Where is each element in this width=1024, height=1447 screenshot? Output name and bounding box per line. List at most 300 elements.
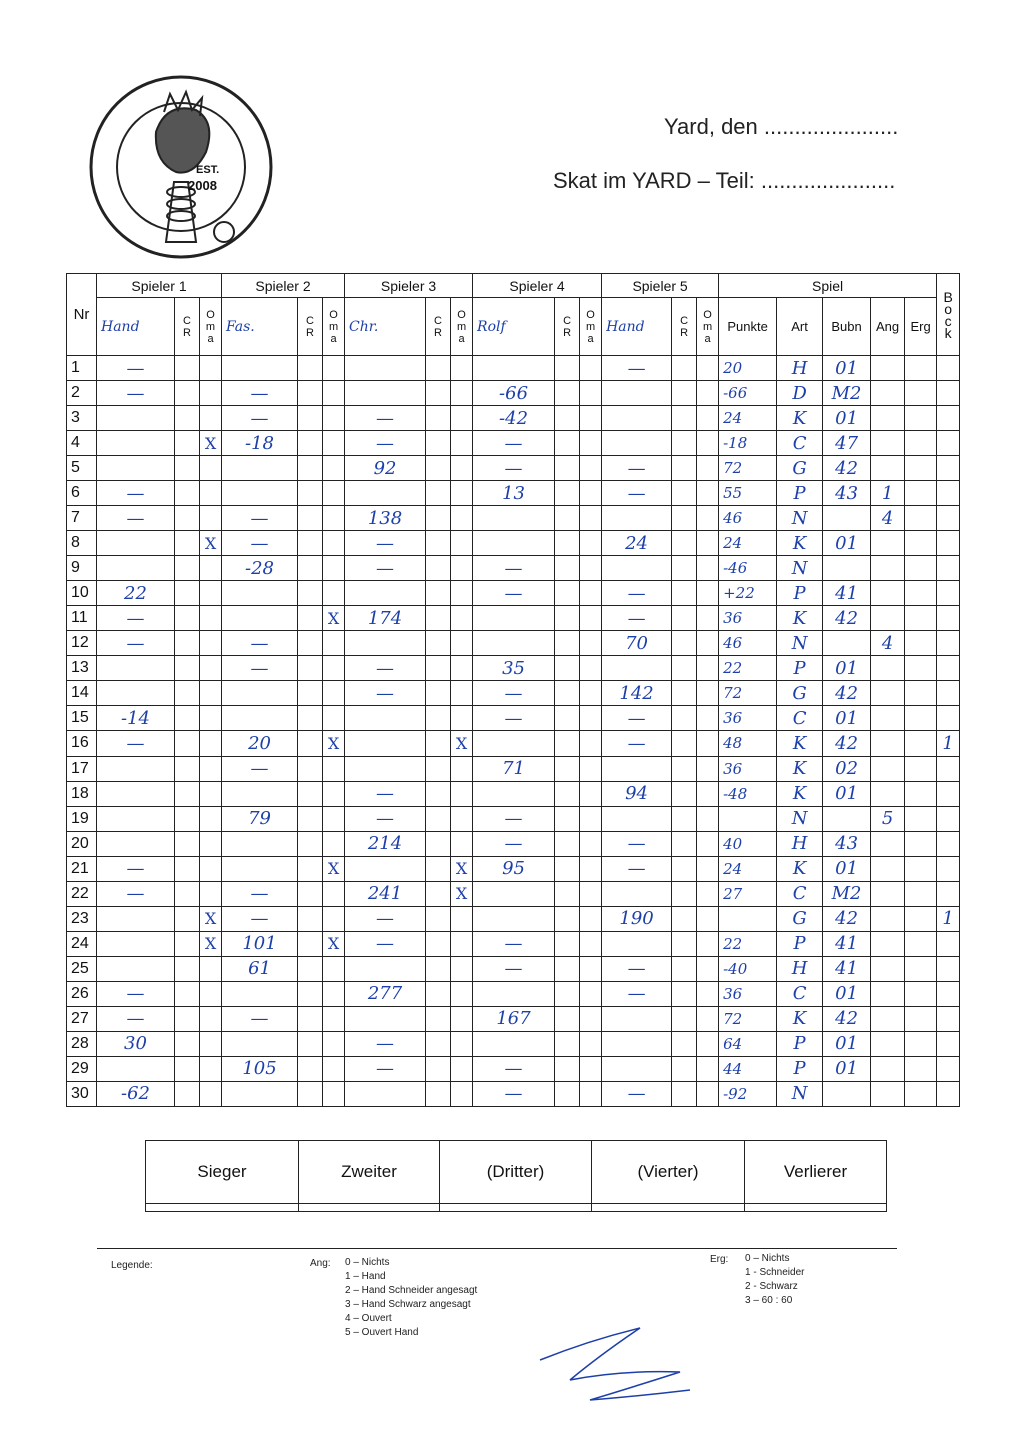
player-5-cr[interactable]	[672, 806, 697, 831]
art-cell[interactable]: N	[777, 806, 823, 831]
player-5-score[interactable]: —	[602, 456, 672, 481]
bock-cell[interactable]	[937, 556, 960, 581]
player-2-cr[interactable]	[298, 781, 323, 806]
punkte-cell[interactable]: 20	[719, 356, 777, 381]
punkte-cell[interactable]: +22	[719, 581, 777, 606]
ang-cell[interactable]	[871, 831, 905, 856]
ang-cell[interactable]	[871, 1056, 905, 1081]
player-2-cr[interactable]	[298, 606, 323, 631]
player-2-score[interactable]: —	[222, 506, 298, 531]
player-4-score[interactable]	[473, 781, 555, 806]
art-cell[interactable]: H	[777, 831, 823, 856]
player-4-score[interactable]: —	[473, 556, 555, 581]
player-5-oma[interactable]	[697, 631, 719, 656]
player-2-oma[interactable]	[323, 556, 345, 581]
player-2-score[interactable]	[222, 831, 298, 856]
ang-cell[interactable]: 4	[871, 631, 905, 656]
player-4-cr[interactable]	[555, 806, 580, 831]
player-2-oma[interactable]	[323, 906, 345, 931]
player-1-cr[interactable]	[175, 731, 200, 756]
player-5-oma[interactable]	[697, 931, 719, 956]
player-1-oma[interactable]	[200, 606, 222, 631]
bubn-cell[interactable]: 02	[823, 756, 871, 781]
player-1-score[interactable]	[97, 456, 175, 481]
bock-cell[interactable]	[937, 531, 960, 556]
player-4-score[interactable]: 35	[473, 656, 555, 681]
player-1-score[interactable]: —	[97, 356, 175, 381]
player-1-cr[interactable]	[175, 556, 200, 581]
player-5-score[interactable]: —	[602, 606, 672, 631]
bubn-cell[interactable]: 42	[823, 906, 871, 931]
player-2-cr[interactable]	[298, 981, 323, 1006]
player-3-oma[interactable]	[451, 806, 473, 831]
player-3-cr[interactable]	[426, 656, 451, 681]
bock-cell[interactable]	[937, 781, 960, 806]
player-2-oma[interactable]: X	[323, 931, 345, 956]
ang-cell[interactable]	[871, 431, 905, 456]
player-1-cr[interactable]	[175, 531, 200, 556]
player-5-score[interactable]	[602, 756, 672, 781]
punkte-cell[interactable]: 36	[719, 981, 777, 1006]
player-1-oma[interactable]	[200, 406, 222, 431]
player-3-oma[interactable]	[451, 431, 473, 456]
player-3-cr[interactable]	[426, 531, 451, 556]
player-5-cr[interactable]	[672, 981, 697, 1006]
art-cell[interactable]: G	[777, 906, 823, 931]
player-3-oma[interactable]	[451, 1031, 473, 1056]
player-2-oma[interactable]	[323, 756, 345, 781]
bock-cell[interactable]	[937, 706, 960, 731]
player-1-score[interactable]: —	[97, 881, 175, 906]
player-2-cr[interactable]	[298, 556, 323, 581]
player-1-oma[interactable]	[200, 481, 222, 506]
erg-cell[interactable]	[905, 381, 937, 406]
ang-cell[interactable]	[871, 856, 905, 881]
player-4-cr[interactable]	[555, 606, 580, 631]
player-3-score[interactable]	[345, 581, 426, 606]
bock-cell[interactable]	[937, 756, 960, 781]
bock-cell[interactable]	[937, 506, 960, 531]
player-2-cr[interactable]	[298, 956, 323, 981]
player-2-cr[interactable]	[298, 731, 323, 756]
bock-cell[interactable]	[937, 1056, 960, 1081]
player-4-score[interactable]: —	[473, 706, 555, 731]
player-2-score[interactable]	[222, 581, 298, 606]
player-1-score[interactable]: —	[97, 856, 175, 881]
player-4-score[interactable]: -42	[473, 406, 555, 431]
player-4-oma[interactable]	[580, 431, 602, 456]
player-2-cr[interactable]	[298, 406, 323, 431]
player-4-cr[interactable]	[555, 781, 580, 806]
punkte-cell[interactable]: 36	[719, 706, 777, 731]
player-2-score[interactable]: —	[222, 881, 298, 906]
erg-cell[interactable]	[905, 556, 937, 581]
player-2-oma[interactable]: X	[323, 606, 345, 631]
player-3-oma[interactable]	[451, 556, 473, 581]
erg-cell[interactable]	[905, 531, 937, 556]
player-3-score[interactable]	[345, 356, 426, 381]
player-3-oma[interactable]	[451, 681, 473, 706]
player-1-oma[interactable]	[200, 981, 222, 1006]
player-5-score[interactable]: —	[602, 581, 672, 606]
player-3-score[interactable]: —	[345, 906, 426, 931]
player-4-cr[interactable]	[555, 381, 580, 406]
player-5-cr[interactable]	[672, 406, 697, 431]
player-3-oma[interactable]	[451, 781, 473, 806]
art-cell[interactable]: K	[777, 731, 823, 756]
player-4-oma[interactable]	[580, 756, 602, 781]
player-4-score[interactable]	[473, 631, 555, 656]
player-1-oma[interactable]	[200, 556, 222, 581]
ang-cell[interactable]	[871, 756, 905, 781]
bock-cell[interactable]	[937, 356, 960, 381]
player-3-oma[interactable]: X	[451, 856, 473, 881]
player-1-cr[interactable]	[175, 456, 200, 481]
player-2-cr[interactable]	[298, 1056, 323, 1081]
player-2-cr[interactable]	[298, 631, 323, 656]
punkte-cell[interactable]: 27	[719, 881, 777, 906]
player-5-oma[interactable]	[697, 881, 719, 906]
player-1-cr[interactable]	[175, 631, 200, 656]
bubn-cell[interactable]: 43	[823, 831, 871, 856]
player-3-cr[interactable]	[426, 756, 451, 781]
player-3-score[interactable]: —	[345, 931, 426, 956]
player-2-score[interactable]: —	[222, 756, 298, 781]
ang-cell[interactable]	[871, 581, 905, 606]
bubn-cell[interactable]: M2	[823, 881, 871, 906]
player-1-cr[interactable]	[175, 756, 200, 781]
player-1-oma[interactable]	[200, 756, 222, 781]
erg-cell[interactable]	[905, 956, 937, 981]
player-1-cr[interactable]	[175, 856, 200, 881]
punkte-cell[interactable]: -46	[719, 556, 777, 581]
player-4-score[interactable]: —	[473, 1081, 555, 1106]
player-1-cr[interactable]	[175, 606, 200, 631]
bock-cell[interactable]: 1	[937, 731, 960, 756]
bock-cell[interactable]	[937, 406, 960, 431]
player-5-name[interactable]: Hand	[602, 298, 672, 356]
player-5-cr[interactable]	[672, 556, 697, 581]
art-cell[interactable]: K	[777, 756, 823, 781]
player-3-oma[interactable]	[451, 456, 473, 481]
player-3-oma[interactable]	[451, 906, 473, 931]
player-5-cr[interactable]	[672, 656, 697, 681]
player-1-cr[interactable]	[175, 406, 200, 431]
player-1-score[interactable]	[97, 781, 175, 806]
art-cell[interactable]: N	[777, 506, 823, 531]
player-1-score[interactable]: —	[97, 506, 175, 531]
player-4-cr[interactable]	[555, 881, 580, 906]
player-3-score[interactable]	[345, 481, 426, 506]
erg-cell[interactable]	[905, 481, 937, 506]
player-3-score[interactable]	[345, 1081, 426, 1106]
punkte-cell[interactable]: 22	[719, 931, 777, 956]
player-3-oma[interactable]	[451, 931, 473, 956]
player-3-score[interactable]: 174	[345, 606, 426, 631]
punkte-cell[interactable]: -40	[719, 956, 777, 981]
player-3-cr[interactable]	[426, 1081, 451, 1106]
player-2-name[interactable]: Fas.	[222, 298, 298, 356]
player-2-oma[interactable]	[323, 456, 345, 481]
player-5-oma[interactable]	[697, 656, 719, 681]
player-4-cr[interactable]	[555, 631, 580, 656]
player-2-score[interactable]: —	[222, 631, 298, 656]
player-5-score[interactable]: 94	[602, 781, 672, 806]
bock-cell[interactable]	[937, 881, 960, 906]
player-4-oma[interactable]	[580, 731, 602, 756]
player-4-cr[interactable]	[555, 756, 580, 781]
player-1-cr[interactable]	[175, 1006, 200, 1031]
player-3-cr[interactable]	[426, 956, 451, 981]
player-1-oma[interactable]	[200, 1031, 222, 1056]
player-1-score[interactable]: -14	[97, 706, 175, 731]
player-3-cr[interactable]	[426, 456, 451, 481]
bock-cell[interactable]	[937, 956, 960, 981]
player-4-score[interactable]: —	[473, 931, 555, 956]
player-1-score[interactable]: 22	[97, 581, 175, 606]
player-2-score[interactable]: —	[222, 1006, 298, 1031]
player-2-cr[interactable]	[298, 1031, 323, 1056]
player-3-cr[interactable]	[426, 556, 451, 581]
ang-cell[interactable]	[871, 356, 905, 381]
player-4-cr[interactable]	[555, 856, 580, 881]
player-2-score[interactable]	[222, 356, 298, 381]
erg-cell[interactable]	[905, 756, 937, 781]
player-3-oma[interactable]: X	[451, 731, 473, 756]
bubn-cell[interactable]: 01	[823, 781, 871, 806]
player-4-oma[interactable]	[580, 506, 602, 531]
player-3-cr[interactable]	[426, 406, 451, 431]
player-5-score[interactable]	[602, 1006, 672, 1031]
player-3-cr[interactable]	[426, 731, 451, 756]
player-5-score[interactable]: —	[602, 856, 672, 881]
player-1-cr[interactable]	[175, 956, 200, 981]
player-4-oma[interactable]	[580, 606, 602, 631]
player-2-cr[interactable]	[298, 1006, 323, 1031]
art-cell[interactable]: K	[777, 406, 823, 431]
player-1-oma[interactable]	[200, 1006, 222, 1031]
player-4-score[interactable]: —	[473, 1056, 555, 1081]
verlierer-cell[interactable]	[745, 1203, 887, 1211]
player-2-cr[interactable]	[298, 881, 323, 906]
player-3-oma[interactable]	[451, 481, 473, 506]
erg-cell[interactable]	[905, 506, 937, 531]
player-3-oma[interactable]	[451, 381, 473, 406]
punkte-cell[interactable]: -18	[719, 431, 777, 456]
player-5-score[interactable]: 190	[602, 906, 672, 931]
player-4-cr[interactable]	[555, 656, 580, 681]
player-2-oma[interactable]	[323, 356, 345, 381]
punkte-cell[interactable]: 36	[719, 606, 777, 631]
player-5-oma[interactable]	[697, 381, 719, 406]
player-5-cr[interactable]	[672, 381, 697, 406]
punkte-cell[interactable]: 40	[719, 831, 777, 856]
player-4-cr[interactable]	[555, 831, 580, 856]
player-5-oma[interactable]	[697, 456, 719, 481]
player-4-oma[interactable]	[580, 856, 602, 881]
punkte-cell[interactable]: 24	[719, 856, 777, 881]
player-5-cr[interactable]	[672, 431, 697, 456]
player-5-cr[interactable]	[672, 831, 697, 856]
sieger-cell[interactable]	[146, 1203, 299, 1211]
player-1-cr[interactable]	[175, 906, 200, 931]
player-3-score[interactable]: —	[345, 656, 426, 681]
bock-cell[interactable]	[937, 606, 960, 631]
bubn-cell[interactable]: 43	[823, 481, 871, 506]
player-1-cr[interactable]	[175, 481, 200, 506]
punkte-cell[interactable]: -66	[719, 381, 777, 406]
ang-cell[interactable]	[871, 1081, 905, 1106]
punkte-cell[interactable]: 55	[719, 481, 777, 506]
player-1-score[interactable]: —	[97, 381, 175, 406]
player-1-oma[interactable]	[200, 356, 222, 381]
player-4-cr[interactable]	[555, 681, 580, 706]
player-1-cr[interactable]	[175, 981, 200, 1006]
player-4-cr[interactable]	[555, 506, 580, 531]
player-1-oma[interactable]	[200, 631, 222, 656]
player-1-score[interactable]: 30	[97, 1031, 175, 1056]
player-1-score[interactable]: -62	[97, 1081, 175, 1106]
player-4-score[interactable]: —	[473, 431, 555, 456]
player-4-score[interactable]	[473, 606, 555, 631]
player-5-cr[interactable]	[672, 356, 697, 381]
player-1-name[interactable]: Hand	[97, 298, 175, 356]
player-1-oma[interactable]	[200, 956, 222, 981]
art-cell[interactable]: K	[777, 531, 823, 556]
player-2-cr[interactable]	[298, 656, 323, 681]
art-cell[interactable]: H	[777, 956, 823, 981]
player-5-oma[interactable]	[697, 681, 719, 706]
punkte-cell[interactable]: 46	[719, 506, 777, 531]
art-cell[interactable]: K	[777, 606, 823, 631]
player-2-oma[interactable]	[323, 806, 345, 831]
player-3-score[interactable]: —	[345, 681, 426, 706]
punkte-cell[interactable]: 36	[719, 756, 777, 781]
player-3-oma[interactable]	[451, 1056, 473, 1081]
player-1-oma[interactable]	[200, 681, 222, 706]
player-4-cr[interactable]	[555, 431, 580, 456]
bock-cell[interactable]: 1	[937, 906, 960, 931]
zweiter-cell[interactable]	[299, 1203, 440, 1211]
player-1-score[interactable]	[97, 956, 175, 981]
player-1-oma[interactable]	[200, 1056, 222, 1081]
player-4-cr[interactable]	[555, 481, 580, 506]
art-cell[interactable]: D	[777, 381, 823, 406]
player-1-oma[interactable]	[200, 656, 222, 681]
player-1-cr[interactable]	[175, 681, 200, 706]
erg-cell[interactable]	[905, 731, 937, 756]
player-1-oma[interactable]	[200, 881, 222, 906]
player-4-cr[interactable]	[555, 531, 580, 556]
player-3-cr[interactable]	[426, 856, 451, 881]
player-3-oma[interactable]: X	[451, 881, 473, 906]
player-5-score[interactable]	[602, 806, 672, 831]
player-2-oma[interactable]	[323, 381, 345, 406]
player-1-oma[interactable]: X	[200, 906, 222, 931]
player-4-score[interactable]	[473, 881, 555, 906]
ang-cell[interactable]	[871, 556, 905, 581]
bubn-cell[interactable]: 01	[823, 531, 871, 556]
bubn-cell[interactable]: 01	[823, 406, 871, 431]
player-1-oma[interactable]	[200, 581, 222, 606]
player-1-cr[interactable]	[175, 1081, 200, 1106]
player-5-score[interactable]: 70	[602, 631, 672, 656]
player-3-cr[interactable]	[426, 381, 451, 406]
ang-cell[interactable]	[871, 681, 905, 706]
player-5-score[interactable]: —	[602, 706, 672, 731]
player-1-oma[interactable]: X	[200, 431, 222, 456]
player-3-cr[interactable]	[426, 581, 451, 606]
bock-cell[interactable]	[937, 831, 960, 856]
player-5-cr[interactable]	[672, 956, 697, 981]
player-3-oma[interactable]	[451, 1081, 473, 1106]
erg-cell[interactable]	[905, 1056, 937, 1081]
bock-cell[interactable]	[937, 456, 960, 481]
player-1-cr[interactable]	[175, 581, 200, 606]
player-5-score[interactable]	[602, 931, 672, 956]
ang-cell[interactable]: 5	[871, 806, 905, 831]
player-3-score[interactable]: —	[345, 781, 426, 806]
ang-cell[interactable]	[871, 956, 905, 981]
player-2-oma[interactable]	[323, 481, 345, 506]
player-3-score[interactable]	[345, 756, 426, 781]
punkte-cell[interactable]: 48	[719, 731, 777, 756]
player-4-score[interactable]	[473, 506, 555, 531]
bock-cell[interactable]	[937, 1081, 960, 1106]
player-1-score[interactable]: —	[97, 481, 175, 506]
erg-cell[interactable]	[905, 706, 937, 731]
player-1-oma[interactable]	[200, 706, 222, 731]
player-5-score[interactable]: —	[602, 981, 672, 1006]
player-2-cr[interactable]	[298, 456, 323, 481]
player-2-oma[interactable]	[323, 506, 345, 531]
player-5-cr[interactable]	[672, 731, 697, 756]
player-4-oma[interactable]	[580, 481, 602, 506]
player-2-oma[interactable]	[323, 406, 345, 431]
player-1-cr[interactable]	[175, 356, 200, 381]
player-2-score[interactable]: —	[222, 406, 298, 431]
player-4-oma[interactable]	[580, 656, 602, 681]
player-4-score[interactable]: —	[473, 806, 555, 831]
player-2-oma[interactable]	[323, 681, 345, 706]
erg-cell[interactable]	[905, 856, 937, 881]
player-5-cr[interactable]	[672, 906, 697, 931]
player-1-score[interactable]	[97, 906, 175, 931]
player-3-oma[interactable]	[451, 981, 473, 1006]
player-1-cr[interactable]	[175, 506, 200, 531]
player-5-score[interactable]: —	[602, 731, 672, 756]
player-4-oma[interactable]	[580, 956, 602, 981]
player-3-score[interactable]: —	[345, 531, 426, 556]
player-4-score[interactable]: —	[473, 956, 555, 981]
player-1-oma[interactable]	[200, 731, 222, 756]
player-5-oma[interactable]	[697, 756, 719, 781]
player-3-cr[interactable]	[426, 481, 451, 506]
player-3-cr[interactable]	[426, 981, 451, 1006]
art-cell[interactable]: P	[777, 656, 823, 681]
player-4-oma[interactable]	[580, 981, 602, 1006]
player-2-cr[interactable]	[298, 356, 323, 381]
bubn-cell[interactable]	[823, 1081, 871, 1106]
player-3-cr[interactable]	[426, 1006, 451, 1031]
bock-cell[interactable]	[937, 806, 960, 831]
player-4-score[interactable]	[473, 981, 555, 1006]
bubn-cell[interactable]: M2	[823, 381, 871, 406]
player-3-cr[interactable]	[426, 506, 451, 531]
player-5-cr[interactable]	[672, 1006, 697, 1031]
player-1-score[interactable]	[97, 681, 175, 706]
player-5-cr[interactable]	[672, 781, 697, 806]
